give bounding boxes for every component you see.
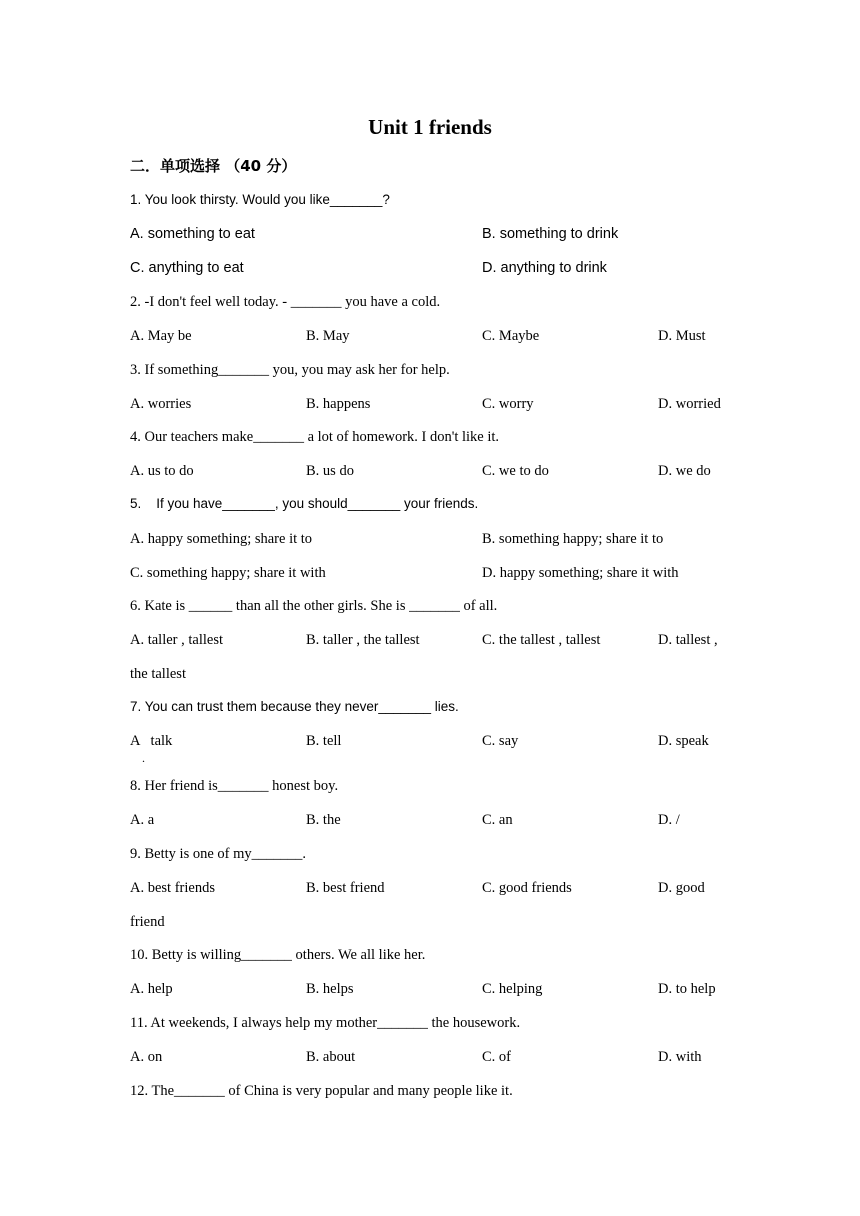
option-a: A. a [130, 812, 155, 828]
option-b: B. something to drink [482, 226, 619, 242]
section-heading: 二．单项选择 （40 分） [130, 157, 297, 175]
option-c: C. an [482, 812, 513, 828]
option-a: A. taller , tallest [130, 632, 224, 648]
option-a: A. us to do [130, 463, 194, 479]
option-b: B. best friend [306, 880, 385, 896]
option-a: A talk [130, 733, 173, 749]
option-c: C. something happy; share it with [130, 565, 326, 581]
option-a: A. worries [130, 396, 192, 412]
option-b: B. taller , the tallest [306, 632, 420, 648]
option-c: C. helping [482, 981, 543, 997]
option-b: B. the [306, 812, 341, 828]
option-a: A. help [130, 981, 173, 997]
question-stem: 5. If you have_______, you should_______ your friends. [130, 496, 479, 511]
option-c: C. worry [482, 396, 534, 412]
option-b: B. about [306, 1049, 356, 1065]
question-stem: 9. Betty is one of my_______. [130, 846, 307, 862]
option-d-continuation: friend [130, 914, 165, 930]
option-d-continuation: the tallest [130, 666, 186, 682]
question-stem: 7. You can trust them because they never_______ lies. [130, 699, 459, 714]
question-stem: 6. Kate is ______ than all the other girls. She is _______ of all. [130, 598, 498, 614]
option-b: B. helps [306, 981, 354, 997]
option-b: B. May [306, 328, 350, 344]
option-d: D. with [658, 1049, 702, 1065]
option-b: B. something happy; share it to [482, 531, 664, 547]
question-stem: 2. -I don't feel well today. - _______ you have a cold. [130, 294, 441, 310]
stray-mark: . [142, 751, 145, 765]
page-title: Unit 1 friends [368, 115, 492, 139]
option-c: C. the tallest , tallest [482, 632, 601, 648]
option-d: D. anything to drink [482, 260, 607, 276]
question-stem: 1. You look thirsty. Would you like_______? [130, 192, 390, 207]
option-b: B. us do [306, 463, 354, 479]
option-c: C. good friends [482, 880, 572, 896]
option-a: A. something to eat [130, 226, 255, 242]
option-a: A. on [130, 1049, 163, 1065]
option-c: C. anything to eat [130, 260, 244, 276]
option-c: C. we to do [482, 463, 549, 479]
option-d: D. we do [658, 463, 711, 479]
option-d: D. to help [658, 981, 716, 997]
option-d: D. worried [658, 396, 721, 412]
option-a: A. happy something; share it to [130, 531, 313, 547]
question-stem: 12. The_______ of China is very popular and many people like it. [130, 1083, 513, 1099]
option-c: C. say [482, 733, 519, 749]
option-d: D. / [658, 812, 680, 828]
option-c: C. of [482, 1049, 511, 1065]
question-stem: 11. At weekends, I always help my mother_______ the housework. [130, 1015, 521, 1031]
question-stem: 4. Our teachers make_______ a lot of homework. I don't like it. [130, 429, 500, 445]
question-stem: 10. Betty is willing_______ others. We all like her. [130, 947, 426, 963]
option-d: D. Must [658, 328, 706, 344]
option-b: B. happens [306, 396, 371, 412]
option-d: D. speak [658, 733, 709, 749]
question-stem: 3. If something_______ you, you may ask her for help. [130, 362, 450, 378]
question-stem: 8. Her friend is_______ honest boy. [130, 778, 339, 794]
option-c: C. Maybe [482, 328, 540, 344]
option-d: D. good [658, 880, 705, 896]
option-d: D. happy something; share it with [482, 565, 679, 581]
option-d: D. tallest , [658, 632, 718, 648]
option-a: A. May be [130, 328, 192, 344]
option-b: B. tell [306, 733, 342, 749]
option-a: A. best friends [130, 880, 215, 896]
